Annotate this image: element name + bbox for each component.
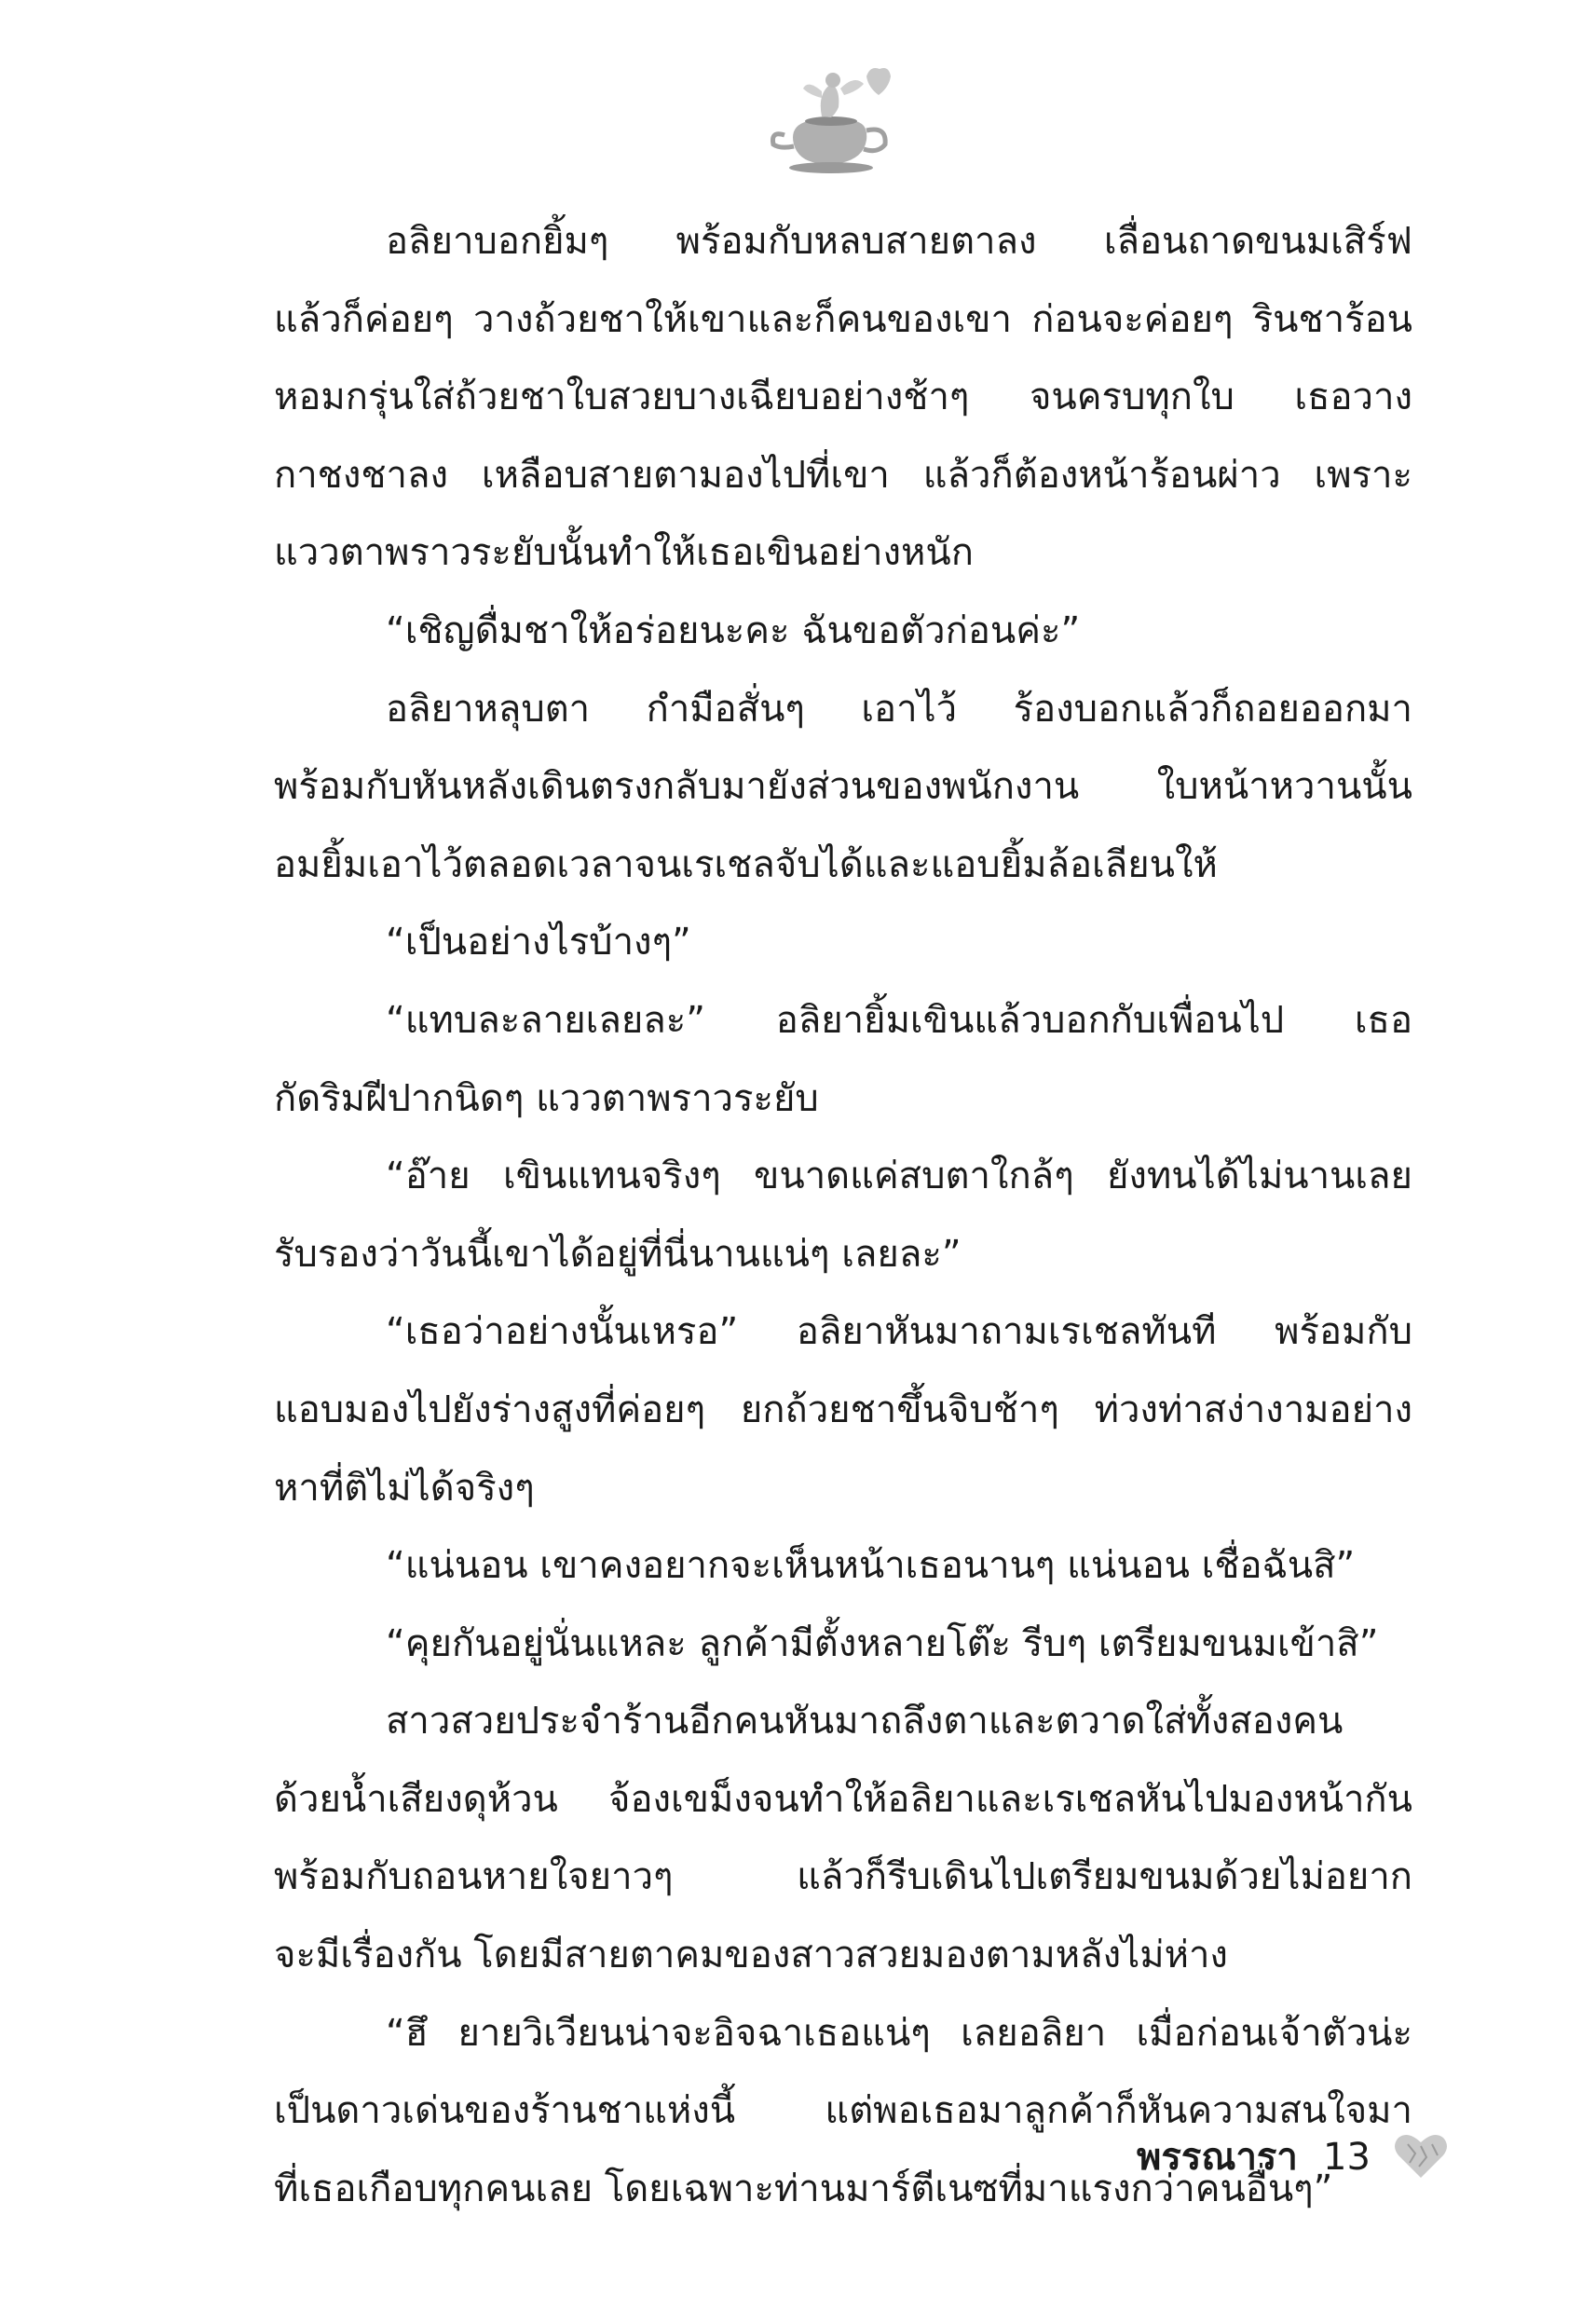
text-line: เป็นดาวเด่นของร้านชาแห่งนี้ แต่พอเธอมาลูกค้าก็หันความสนใจมา xyxy=(274,2089,1412,2133)
text-line: “เธอว่าอย่างนั้นเหรอ” อลิยาหันมาถามเรเชลทันที พร้อมกับ xyxy=(386,1310,1412,1354)
text-line: “ฮึ ยายวิเวียนน่าจะอิจฉาเธอแน่ๆ เลยอลิยา เมื่อก่อนเจ้าตัวน่ะ xyxy=(386,2011,1412,2055)
story-text xyxy=(274,203,1412,2228)
text-line: ที่เธอเกือบทุกคนเลย โดยเฉพาะท่านมาร์ตีเนซที่มาแรงกว่าคนอื่นๆ” xyxy=(274,2167,1333,2210)
text-line: รับรองว่าวันนี้เขาได้อยู่ที่นี่นานแน่ๆ เลยละ” xyxy=(274,1232,962,1276)
text-line: อลิยาหลุบตา กำมือสั่นๆ เอาไว้ ร้องบอกแล้วก็ถอยออกมา xyxy=(386,687,1412,731)
text-line: หาที่ติไม่ได้จริงๆ xyxy=(274,1466,535,1510)
text-line: “เชิญดื่มชาให้อร่อยนะคะ ฉันขอตัวก่อนค่ะ” xyxy=(386,609,1081,652)
text-line: กัดริมฝีปากนิดๆ แววตาพราวระยับ xyxy=(274,1076,819,1120)
heart-ornament-icon xyxy=(1393,2129,1449,2181)
text-line: หอมกรุ่นใส่ถ้วยชาใบสวยบางเฉียบอย่างช้าๆ จนครบทุกใบ เธอวาง xyxy=(274,376,1412,419)
text-line: พร้อมกับถอนหายใจยาวๆ แล้วก็รีบเดินไปเตรียมขนมด้วยไม่อยาก xyxy=(274,1855,1412,1899)
book-title: พรรณารา xyxy=(1137,2136,1298,2179)
text-line: “แน่นอน เขาคงอยากจะเห็นหน้าเธอนานๆ แน่นอน เชื่อฉันสิ” xyxy=(386,1544,1356,1588)
text-line: ด้วยน้ำเสียงดุห้วน จ้องเขม็งจนทำให้อลิยาและเรเชลหันไปมองหน้ากัน xyxy=(274,1777,1412,1821)
text-line: แล้วก็ค่อยๆ วางถ้วยชาให้เขาและก็คนของเขา ก่อนจะค่อยๆ รินชาร้อน xyxy=(274,297,1412,341)
text-line: อลิยาบอกยิ้มๆ พร้อมกับหลบสายตาลง เลื่อนถาดขนมเสิร์ฟ xyxy=(386,220,1412,263)
text-line: “เป็นอย่างไรบ้างๆ” xyxy=(386,921,691,964)
text-line: สาวสวยประจำร้านอีกคนหันมาถลึงตาและตวาดใส่ทั้งสองคน xyxy=(386,1700,1344,1744)
text-line: “แทบละลายเลยละ” อลิยายิ้มเขินแล้วบอกกับเพื่อนไป เธอ xyxy=(386,998,1412,1042)
text-line: พร้อมกับหันหลังเดินตรงกลับมายังส่วนของพนักงาน ใบหน้าหวานนั้น xyxy=(274,765,1412,809)
text-line: จะมีเรื่องกัน โดยมีสายตาคมของสาวสวยมองตามหลังไม่ห่าง xyxy=(274,1934,1228,1977)
text-line: แอบมองไปยังร่างสูงที่ค่อยๆ ยกถ้วยชาขึ้นจิบช้าๆ ท่วงท่าสง่างามอย่าง xyxy=(274,1388,1412,1431)
text-line: “อ๊าย เขินแทนจริงๆ ขนาดแค่สบตาใกล้ๆ ยังทนได้ไม่นานเลย xyxy=(386,1155,1412,1198)
text-line: “คุยกันอยู่นั่นแหละ ลูกค้ามีตั้งหลายโต๊ะ รีบๆ เตรียมขนมเข้าสิ” xyxy=(386,1621,1379,1665)
text-line: กาชงชาลง เหลือบสายตามองไปที่เขา แล้วก็ต้องหน้าร้อนผ่าว เพราะ xyxy=(274,453,1412,497)
teapot-cupid-ornament-icon xyxy=(766,56,906,177)
text-line: อมยิ้มเอาไว้ตลอดเวลาจนเรเชลจับได้และแอบยิ้มล้อเลียนให้ xyxy=(274,842,1218,886)
page-footer xyxy=(1137,2125,1453,2190)
text-line: แววตาพราวระยับนั้นทำให้เธอเขินอย่างหนัก xyxy=(274,531,974,575)
page-number: 13 xyxy=(1323,2136,1371,2179)
